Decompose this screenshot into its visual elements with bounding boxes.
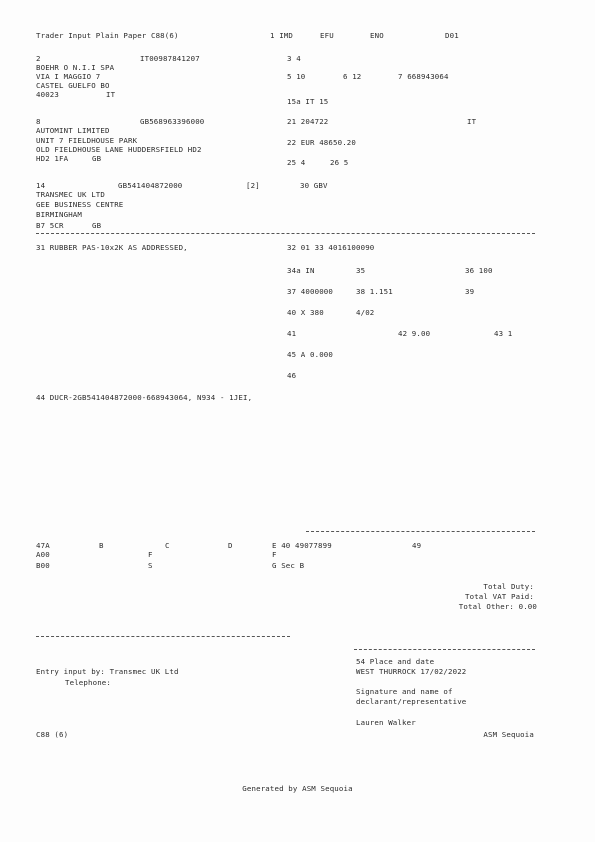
declarant-street: GEE BUSINESS CENTRE <box>36 200 124 209</box>
tax-column-c: C <box>165 541 170 550</box>
header-code-a: EFU <box>320 31 334 40</box>
declarant-name: TRANSMEC UK LTD <box>36 190 105 199</box>
declarant-eori: GB541404872000 <box>118 181 183 190</box>
box-22-currency-amount: 22 EUR 48650.20 <box>287 138 356 147</box>
box-7-reference: 7 668943064 <box>398 72 449 81</box>
tax-row-b00-s: S <box>148 561 153 570</box>
divider <box>306 531 535 532</box>
consignor-street: VIA I MAGGIO 7 <box>36 72 101 81</box>
consignor-city: CASTEL GUELFO BO <box>36 81 110 90</box>
box-40-previous-document: 40 X 380 <box>287 308 324 317</box>
tax-column-d: D <box>228 541 233 550</box>
box-38-net-mass: 38 1.151 <box>356 287 393 296</box>
consignor-box-number: 2 <box>36 54 41 63</box>
box-42-item-price: 42 9.00 <box>398 329 431 338</box>
tax-row-b00: B00 <box>36 561 50 570</box>
declarant-box-number: 14 <box>36 181 46 190</box>
tax-row-a00: A00 <box>36 550 50 559</box>
box-36-preference: 36 100 <box>465 266 493 275</box>
declarant-postcode: B7 5CR <box>36 221 64 230</box>
signature-label: Signature and name of <box>356 687 453 696</box>
box-49-warehouse: 49 <box>412 541 422 550</box>
entry-input-by: Entry input by: Transmec UK Ltd <box>36 667 179 676</box>
box-35-gross-mass: 35 <box>356 266 366 275</box>
tax-column-b: B <box>99 541 104 550</box>
tax-row-a00-f2: F <box>272 550 277 559</box>
signatory-name: Lauren Walker <box>356 718 416 727</box>
box-54-place-date-label: 54 Place and date <box>356 657 435 666</box>
consignee-box-number: 8 <box>36 117 41 126</box>
divider <box>36 233 535 234</box>
box-46-statistical-value: 46 <box>287 371 297 380</box>
declarant-country: GB <box>92 221 102 230</box>
header-code-b: ENO <box>370 31 384 40</box>
box-40-tax-reference: E 40 49077899 <box>272 541 332 550</box>
declarant-status: [2] <box>246 181 260 190</box>
consignee-postcode: HD2 1FA <box>36 154 69 163</box>
total-vat-paid: Total VAT Paid: <box>465 592 534 601</box>
box-34a-origin: 34a IN <box>287 266 315 275</box>
total-duty: Total Duty: <box>483 582 534 591</box>
box-30-goods-location: 30 GBV <box>300 181 328 190</box>
consignor-eori: IT00987841207 <box>140 54 200 63</box>
box-25-mode-border: 25 4 <box>287 158 306 167</box>
header-code-c: D01 <box>445 31 459 40</box>
box-41-supplementary-units: 41 <box>287 329 297 338</box>
box-15a-dispatch-country: 15a IT 15 <box>287 97 329 106</box>
box-31-goods-description: 31 RUBBER PAS-10x2K AS ADDRESSED, <box>36 243 188 252</box>
box-39-quota: 39 <box>465 287 475 296</box>
box-5-items: 5 10 <box>287 72 306 81</box>
box-26-mode-inland: 26 5 <box>330 158 349 167</box>
place-and-date-value: WEST THURROCK 17/02/2022 <box>356 667 467 676</box>
total-other: Total Other: 0.00 <box>458 602 537 611</box>
consignor-postcode: 40023 <box>36 90 59 99</box>
declarant-city: BIRMINGHAM <box>36 210 82 219</box>
consignee-city: OLD FIELDHOUSE LANE HUDDERSFIELD HD2 <box>36 145 202 154</box>
telephone-label: Telephone: <box>65 678 111 687</box>
divider <box>354 649 535 650</box>
tax-row-label: 47A <box>36 541 50 550</box>
consignee-eori: GB568963396000 <box>140 117 205 126</box>
box-45-adjustment: 45 A 0.000 <box>287 350 333 359</box>
box-6-packages: 6 12 <box>343 72 362 81</box>
box-44-additional-information: 44 DUCR-2GB541404872000-668943064, N934 - 1JEI, <box>36 393 253 402</box>
box-1-type: 1 IMD <box>270 31 293 40</box>
consignor-name: BOEHR O N.I.I SPA <box>36 63 115 72</box>
box-37-procedure: 37 4000000 <box>287 287 333 296</box>
box-32-33-commodity: 32 01 33 4016100090 <box>287 243 375 252</box>
consignee-street: UNIT 7 FIELDHOUSE PARK <box>36 136 138 145</box>
form-code: C88 (6) <box>36 730 69 739</box>
divider <box>36 636 290 637</box>
security-section: G Sec B <box>272 561 305 570</box>
consignor-country: IT <box>106 90 116 99</box>
tax-row-a00-f: F <box>148 550 153 559</box>
consignee-name: AUTOMINT LIMITED <box>36 126 110 135</box>
consignee-country: GB <box>92 154 102 163</box>
box-21-transport: 21 204722 <box>287 117 329 126</box>
software-name: ASM Sequoia <box>483 730 534 739</box>
generated-by-footer: Generated by ASM Sequoia <box>242 784 353 793</box>
box-21-country: IT <box>467 117 477 126</box>
box-43-valuation-method: 43 1 <box>494 329 513 338</box>
declarant-representative-label: declarant/representative <box>356 697 467 706</box>
box-3-forms: 3 4 <box>287 54 301 63</box>
box-40-reference: 4/02 <box>356 308 375 317</box>
document-title: Trader Input Plain Paper C88(6) <box>36 31 179 40</box>
